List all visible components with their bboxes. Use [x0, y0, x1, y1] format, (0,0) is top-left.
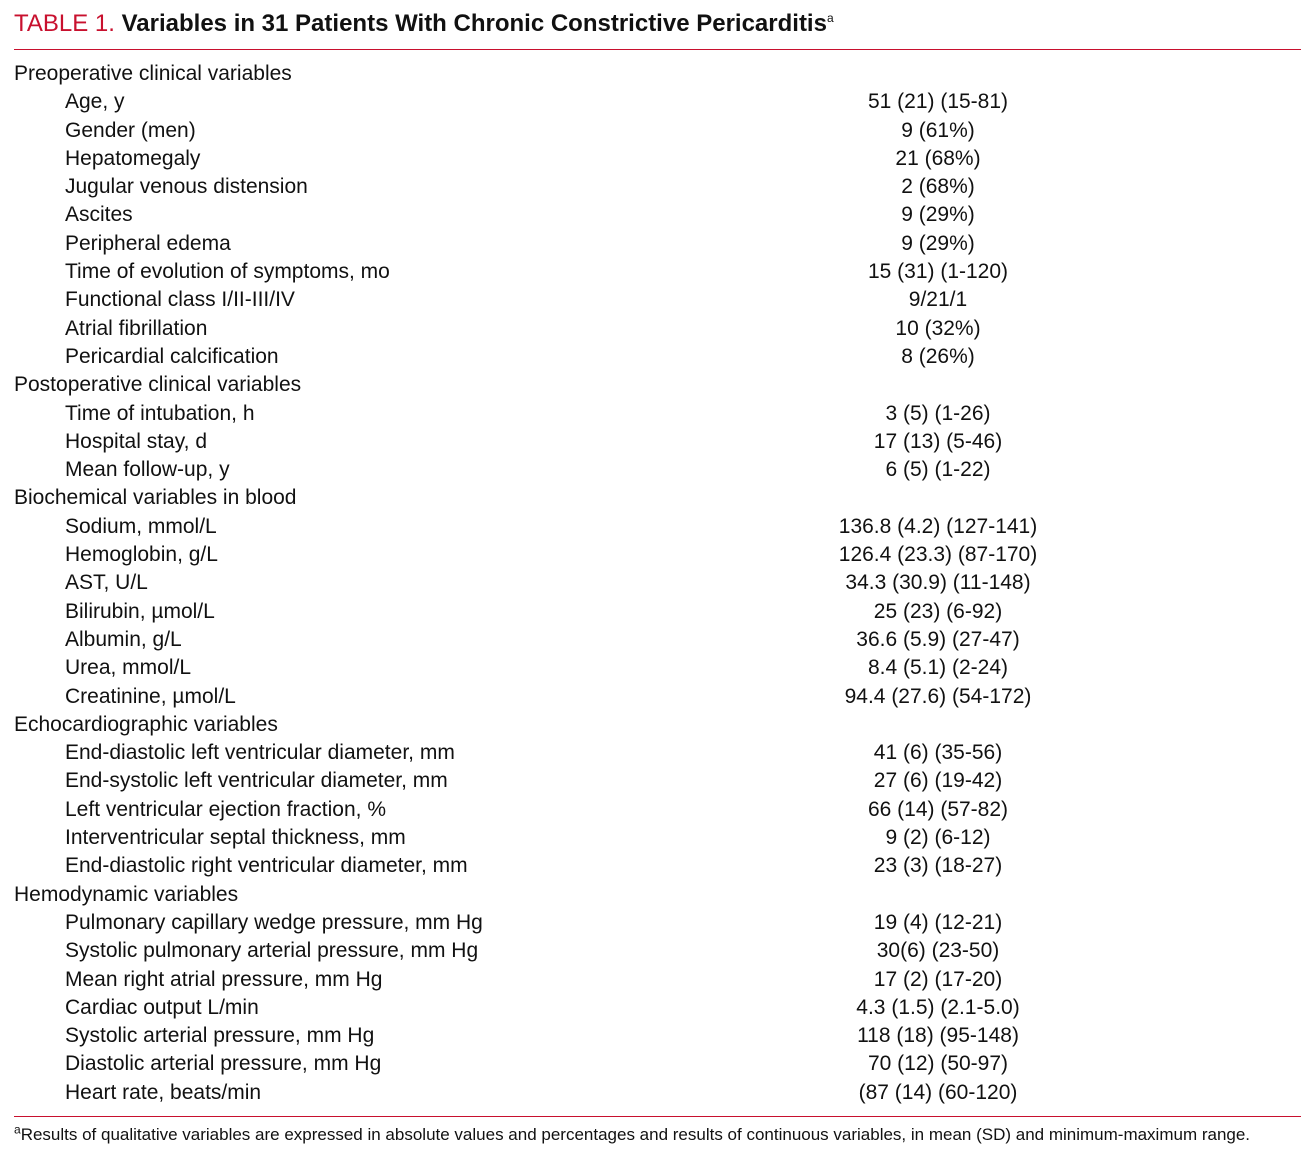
variable-label: Peripheral edema: [65, 231, 231, 255]
table-row: [14, 428, 1301, 456]
top-divider: [14, 49, 1301, 50]
section-heading: [14, 371, 1301, 399]
table-row: [14, 315, 1301, 343]
table-row: [14, 343, 1301, 371]
bottom-divider: [14, 1116, 1301, 1117]
table-row: [14, 88, 1301, 116]
variable-label: Ascites: [65, 203, 133, 227]
variable-value: 15 (31) (1-120): [867, 260, 1009, 284]
variable-value: 41 (6) (35-56): [873, 741, 1003, 765]
variable-value: 17 (13) (5-46): [873, 429, 1003, 453]
section-heading: [14, 881, 1301, 909]
section-heading: [14, 484, 1301, 512]
table-row: [14, 230, 1301, 258]
table-row: [14, 201, 1301, 229]
variable-value: 25 (23) (6-92): [873, 599, 1003, 623]
table-row: [14, 541, 1301, 569]
variable-value: 4.3 (1.5) (2.1-5.0): [856, 995, 1020, 1019]
table-row: [14, 1022, 1301, 1050]
table-row: [14, 145, 1301, 173]
footnote-marker: a: [14, 1122, 21, 1137]
variable-label: Pericardial calcification: [65, 344, 279, 368]
table-row: [14, 598, 1301, 626]
variable-value: 136.8 (4.2) (127-141): [838, 514, 1038, 538]
variable-label: Mean follow-up, y: [65, 458, 230, 482]
variable-value: 94.4 (27.6) (54-172): [844, 684, 1032, 708]
variable-value: 118 (18) (95-148): [857, 1024, 1019, 1048]
variable-label: Pulmonary capillary wedge pressure, mm Hg: [65, 910, 483, 934]
table-row: [14, 117, 1301, 145]
variable-label: Creatinine, µmol/L: [65, 684, 236, 708]
table-row: [14, 654, 1301, 682]
variable-label: Age, y: [65, 90, 125, 114]
table-label: TABLE 1.: [14, 10, 115, 37]
variable-value: 9 (2) (6-12): [885, 826, 991, 850]
table-row: [14, 1079, 1301, 1107]
variable-value: 8.4 (5.1) (2-24): [867, 656, 1009, 680]
variable-label: Hepatomegaly: [65, 146, 201, 170]
table-row: [14, 824, 1301, 852]
variable-label: End-diastolic left ventricular diameter, mm: [65, 741, 455, 765]
table-row: [14, 1050, 1301, 1078]
variable-value: 27 (6) (19-42): [873, 769, 1003, 793]
variable-value: 19 (4) (12-21): [873, 910, 1003, 934]
variable-value: 3 (5) (1-26): [885, 401, 991, 425]
variable-label: Urea, mmol/L: [65, 656, 192, 680]
variable-label: Hemoglobin, g/L: [65, 543, 218, 567]
variable-label: End-diastolic right ventricular diameter, mm: [65, 854, 468, 878]
variable-value: 36.6 (5.9) (27-47): [856, 627, 1020, 651]
table-row: [14, 400, 1301, 428]
variable-label: Left ventricular ejection fraction, %: [65, 797, 386, 821]
variable-value: 17 (2) (17-20): [873, 967, 1003, 991]
section-heading-label: Echocardiographic variables: [14, 712, 278, 736]
variable-value: 66 (14) (57-82): [867, 797, 1009, 821]
variable-label: Time of evolution of symptoms, mo: [65, 260, 390, 284]
variable-value: 126.4 (23.3) (87-170): [838, 543, 1038, 567]
variable-value: 9 (61%): [901, 118, 975, 142]
variable-value: 21 (68%): [895, 146, 981, 170]
table-row: [14, 683, 1301, 711]
variable-label: Atrial fibrillation: [65, 316, 208, 340]
variable-value: 2 (68%): [901, 175, 975, 199]
title-footnote-marker: a: [826, 11, 834, 25]
table-row: [14, 173, 1301, 201]
variable-label: Gender (men): [65, 118, 196, 142]
variable-label: Bilirubin, µmol/L: [65, 599, 215, 623]
table-title-text: Variables in 31 Patients With Chronic Constrictive Pericarditis: [121, 10, 827, 37]
section-heading-label: Postoperative clinical variables: [14, 373, 302, 397]
table-row: [14, 909, 1301, 937]
variable-label: Systolic pulmonary arterial pressure, mm Hg: [65, 939, 479, 963]
variable-label: Functional class I/II-III/IV: [65, 288, 295, 312]
variable-value: 10 (32%): [895, 316, 981, 340]
table-row: [14, 258, 1301, 286]
table-row: [14, 852, 1301, 880]
variable-label: Albumin, g/L: [65, 627, 182, 651]
variable-value: 34.3 (30.9) (11-148): [845, 571, 1031, 595]
variable-value: 9 (29%): [901, 203, 975, 227]
variable-value: (87 (14) (60-120): [858, 1080, 1018, 1104]
table-row: [14, 456, 1301, 484]
table-body: [14, 60, 1301, 1107]
variable-label: Heart rate, beats/min: [65, 1080, 262, 1104]
variable-label: Hospital stay, d: [65, 429, 208, 453]
variable-value: 6 (5) (1-22): [885, 458, 991, 482]
variable-value: 30(6) (23-50): [876, 939, 1000, 963]
variable-value: 23 (3) (18-27): [873, 854, 1003, 878]
variable-value: 51 (21) (15-81): [867, 90, 1009, 114]
variable-label: Sodium, mmol/L: [65, 514, 217, 538]
table-title: [14, 10, 834, 38]
section-heading: [14, 711, 1301, 739]
variable-label: AST, U/L: [65, 571, 148, 595]
variable-label: Systolic arterial pressure, mm Hg: [65, 1024, 375, 1048]
section-heading-label: Hemodynamic variables: [14, 882, 239, 906]
variable-label: Interventricular septal thickness, mm: [65, 826, 406, 850]
variable-label: Jugular venous distension: [65, 175, 308, 199]
table-footnote: [14, 1122, 1251, 1145]
table-row: [14, 626, 1301, 654]
variable-label: Diastolic arterial pressure, mm Hg: [65, 1052, 382, 1076]
footnote-text: Results of qualitative variables are expressed in absolute values and percentages and results of continuous variables, in mean (SD) and minimum-maximum range.: [20, 1125, 1251, 1144]
table-row: [14, 994, 1301, 1022]
table-row: [14, 513, 1301, 541]
table-row: [14, 739, 1301, 767]
table-row: [14, 937, 1301, 965]
table-row: [14, 767, 1301, 795]
section-heading: [14, 60, 1301, 88]
variable-value: 9/21/1: [908, 288, 968, 312]
variable-label: End-systolic left ventricular diameter, mm: [65, 769, 448, 793]
variable-label: Mean right atrial pressure, mm Hg: [65, 967, 383, 991]
section-heading-label: Biochemical variables in blood: [14, 486, 297, 510]
table-row: [14, 796, 1301, 824]
variable-value: 9 (29%): [901, 231, 975, 255]
table-row: [14, 286, 1301, 314]
variable-value: 8 (26%): [901, 344, 975, 368]
table-row: [14, 569, 1301, 597]
section-heading-label: Preoperative clinical variables: [14, 62, 292, 85]
variable-label: Time of intubation, h: [65, 401, 255, 425]
variable-value: 70 (12) (50-97): [867, 1052, 1009, 1076]
variable-label: Cardiac output L/min: [65, 995, 259, 1019]
table-row: [14, 966, 1301, 994]
